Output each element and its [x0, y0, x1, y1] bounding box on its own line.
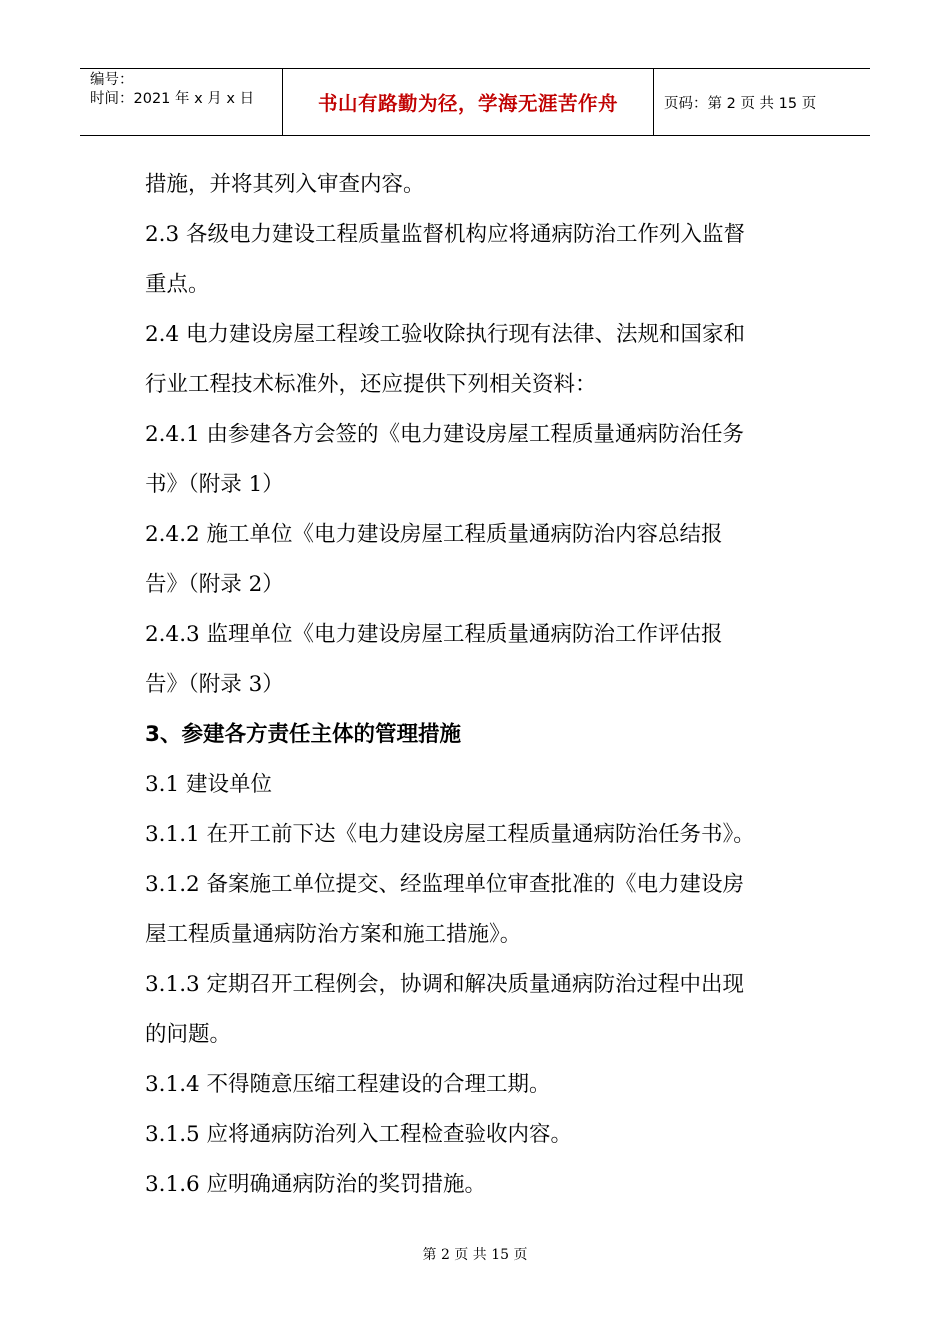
body-line: 告》（附录 3）	[145, 672, 284, 697]
body-line: 行业工程技术标准外，还应提供下列相关资料：	[145, 372, 597, 397]
body-line: 2.4.3 监理单位《电力建设房屋工程质量通病防治工作评估报	[145, 622, 723, 647]
body-line: 3.1.4 不得随意压缩工程建设的合理工期。	[145, 1072, 551, 1097]
header-motto: 书山有路勤为径，学海无涯苦作舟	[282, 69, 654, 135]
body-line: 2.4.2 施工单位《电力建设房屋工程质量通病防治内容总结报	[145, 522, 723, 547]
header-number-label: 编号：	[90, 72, 134, 88]
header-time-label: 时间：2021 年 x 月 x 日	[90, 91, 255, 107]
header-page-info: 页码：第 2 页 共 15 页	[664, 95, 817, 112]
body-line: 的问题。	[145, 1022, 232, 1047]
body-line: 书》（附录 1）	[145, 472, 284, 497]
body-line: 3.1.2 备案施工单位提交、经监理单位审查批准的《电力建设房	[145, 872, 745, 897]
body-line: 重点。	[145, 272, 210, 297]
section-heading: 3、参建各方责任主体的管理措施	[145, 722, 461, 747]
body-line: 3.1 建设单位	[145, 772, 273, 797]
body-line: 3.1.3 定期召开工程例会，协调和解决质量通病防治过程中出现	[145, 972, 745, 997]
body-line: 告》（附录 2）	[145, 572, 284, 597]
document-body	[145, 160, 815, 1210]
page-footer: 第 2 页 共 15 页	[422, 1247, 528, 1263]
body-line: 3.1.5 应将通病防治列入工程检查验收内容。	[145, 1122, 573, 1147]
body-line: 2.4 电力建设房屋工程竣工验收除执行现有法律、法规和国家和	[145, 322, 746, 347]
document-header	[80, 68, 870, 136]
body-line: 3.1.6 应明确通病防治的奖罚措施。	[145, 1172, 487, 1197]
body-line: 3.1.1 在开工前下达《电力建设房屋工程质量通病防治任务书》。	[145, 822, 755, 847]
body-line: 措施，并将其列入审查内容。	[145, 172, 425, 197]
body-line: 2.4.1 由参建各方会签的《电力建设房屋工程质量通病防治任务	[145, 422, 745, 447]
body-line: 2.3 各级电力建设工程质量监督机构应将通病防治工作列入监督	[145, 222, 746, 247]
body-line: 屋工程质量通病防治方案和施工措施》。	[145, 922, 522, 947]
header-meta	[80, 69, 282, 135]
